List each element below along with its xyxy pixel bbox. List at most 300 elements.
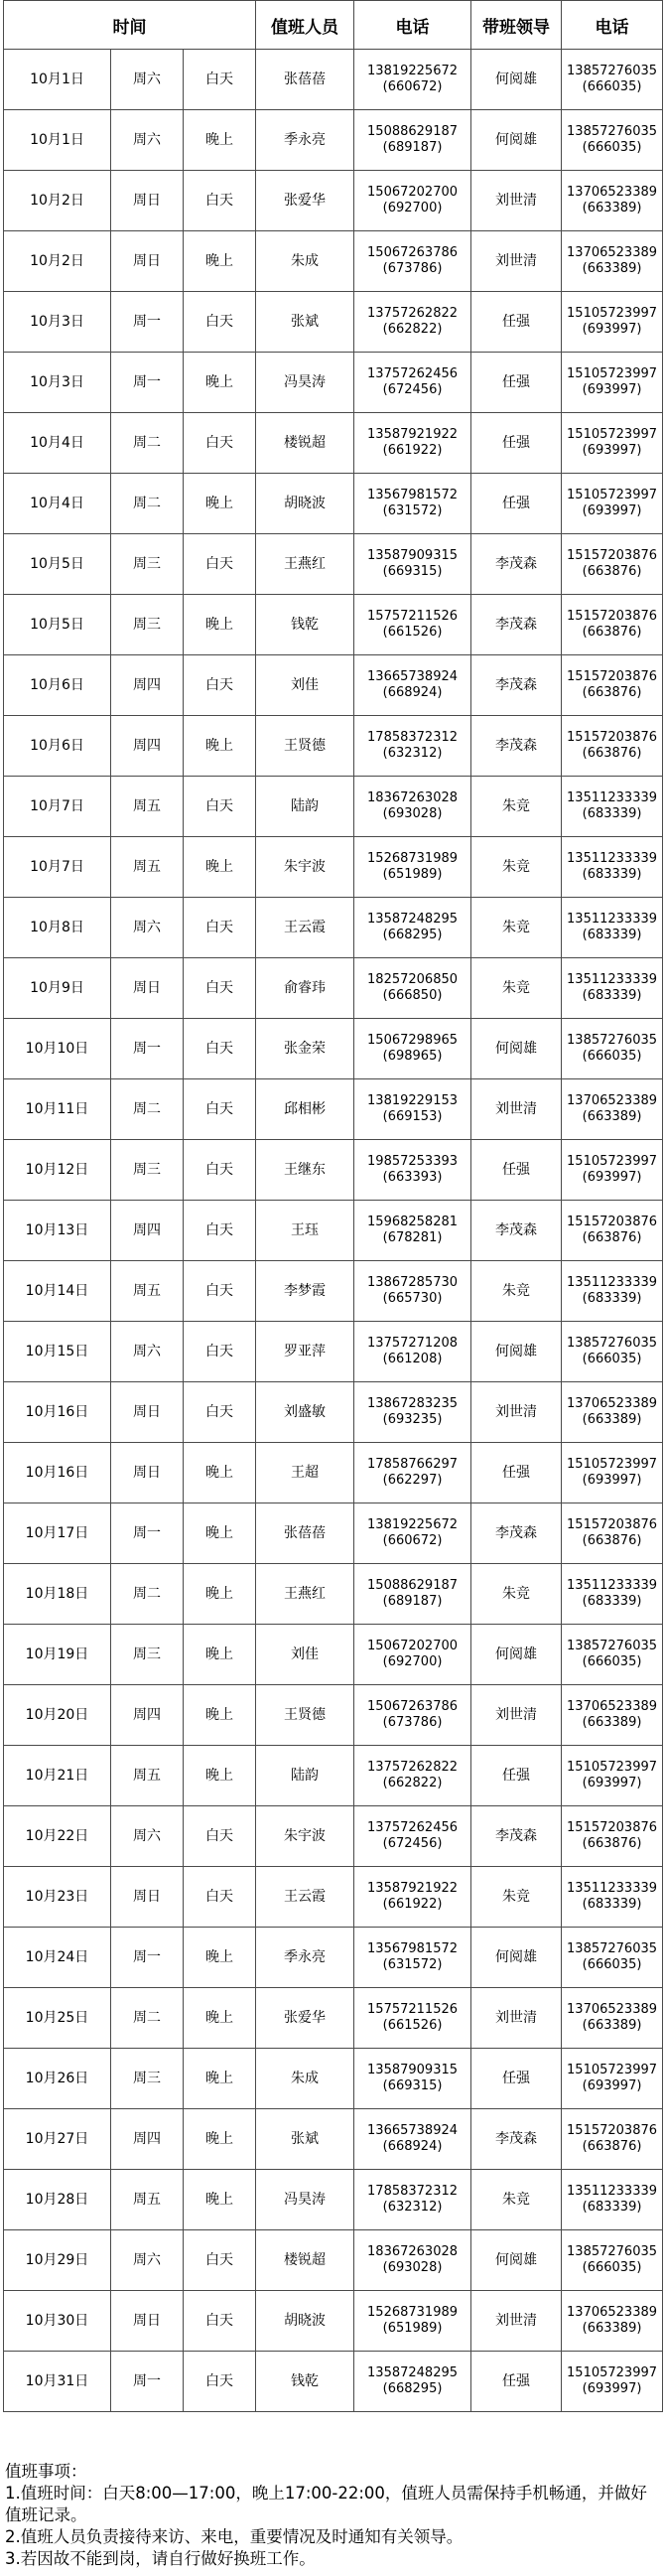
phone-short-number: (663393) — [382, 1170, 443, 1185]
header-time: 时间 — [4, 1, 256, 50]
leader-name-cell: 朱竞 — [471, 777, 562, 837]
staff-phone-cell — [354, 1928, 471, 1988]
staff-phone-cell — [354, 231, 471, 292]
staff-name-cell: 胡晓波 — [256, 474, 354, 534]
staff-name-cell: 楼锐超 — [256, 2230, 354, 2291]
table-row — [4, 958, 663, 1019]
shift-cell: 白天 — [184, 171, 256, 231]
phone-short-number: (662822) — [382, 322, 443, 337]
notes-title: 值班事项： — [5, 2462, 87, 2481]
shift-cell: 晚上 — [184, 837, 256, 898]
schedule-body — [4, 50, 663, 2412]
staff-name-cell: 胡晓波 — [256, 2291, 354, 2352]
leader-phone-cell — [562, 292, 663, 353]
table-row — [4, 1746, 663, 1806]
phone-short-number: (663389) — [582, 261, 642, 276]
leader-name-cell: 朱竞 — [471, 1564, 562, 1625]
shift-cell: 白天 — [184, 1261, 256, 1322]
staff-phone-cell — [354, 2230, 471, 2291]
header-staff-phone: 电话 — [354, 1, 471, 50]
phone-number: 18367263028 — [367, 2244, 459, 2259]
weekday-cell: 周二 — [111, 1079, 184, 1140]
table-row — [4, 534, 663, 595]
shift-cell: 白天 — [184, 534, 256, 595]
phone-short-number: (693028) — [382, 2260, 443, 2275]
staff-name-cell: 张爱华 — [256, 1988, 354, 2049]
table-row — [4, 1019, 663, 1079]
date-cell: 10月20日 — [4, 1685, 111, 1746]
leader-name-cell: 李茂森 — [471, 2109, 562, 2170]
phone-short-number: (666035) — [582, 2260, 642, 2275]
phone-short-number: (668295) — [382, 928, 443, 942]
phone-short-number: (693997) — [582, 382, 642, 397]
staff-phone-cell — [354, 2291, 471, 2352]
date-cell: 10月7日 — [4, 777, 111, 837]
leader-name-cell: 朱竞 — [471, 1867, 562, 1928]
staff-phone-cell — [354, 777, 471, 837]
shift-cell: 晚上 — [184, 231, 256, 292]
staff-phone-cell — [354, 171, 471, 231]
date-cell: 10月16日 — [4, 1382, 111, 1443]
weekday-cell: 周一 — [111, 2352, 184, 2412]
date-cell: 10月10日 — [4, 1019, 111, 1079]
phone-short-number: (661922) — [382, 443, 443, 458]
date-cell: 10月19日 — [4, 1625, 111, 1685]
phone-number: 13706523389 — [567, 245, 658, 260]
phone-short-number: (631572) — [382, 503, 443, 518]
phone-number: 13511233339 — [567, 1578, 658, 1593]
phone-short-number: (663876) — [582, 625, 642, 640]
phone-number: 13857276035 — [567, 1639, 658, 1653]
table-row — [4, 1079, 663, 1140]
phone-short-number: (663389) — [582, 1412, 642, 1427]
leader-name-cell: 刘世清 — [471, 1685, 562, 1746]
weekday-cell: 周六 — [111, 1322, 184, 1382]
leader-phone-cell — [562, 50, 663, 110]
phone-short-number: (698965) — [382, 1049, 443, 1064]
phone-number: 15157203876 — [567, 1820, 658, 1835]
phone-short-number: (672456) — [382, 1836, 443, 1851]
staff-name-cell: 张蓓蓓 — [256, 1503, 354, 1564]
header-staff: 值班人员 — [256, 1, 354, 50]
shift-cell: 晚上 — [184, 1503, 256, 1564]
weekday-cell: 周日 — [111, 1443, 184, 1503]
phone-number: 13706523389 — [567, 2002, 658, 2017]
shift-cell: 白天 — [184, 1382, 256, 1443]
weekday-cell: 周四 — [111, 716, 184, 777]
phone-number: 13587248295 — [367, 912, 459, 927]
phone-short-number: (661208) — [382, 1352, 443, 1366]
phone-short-number: (672456) — [382, 382, 443, 397]
duty-schedule-table — [3, 0, 663, 2412]
table-row — [4, 171, 663, 231]
staff-phone-cell — [354, 1746, 471, 1806]
staff-phone-cell — [354, 2170, 471, 2230]
shift-cell: 白天 — [184, 1201, 256, 1261]
leader-phone-cell — [562, 837, 663, 898]
staff-phone-cell — [354, 1079, 471, 1140]
date-cell: 10月1日 — [4, 110, 111, 171]
phone-number: 15105723997 — [567, 488, 658, 502]
leader-phone-cell — [562, 777, 663, 837]
date-cell: 10月25日 — [4, 1988, 111, 2049]
staff-phone-cell — [354, 1382, 471, 1443]
phone-short-number: (683339) — [582, 1291, 642, 1306]
phone-number: 15757211526 — [367, 2002, 459, 2017]
phone-number: 13757262822 — [367, 306, 459, 321]
leader-phone-cell — [562, 1019, 663, 1079]
staff-name-cell: 朱宇波 — [256, 1806, 354, 1867]
weekday-cell: 周三 — [111, 534, 184, 595]
leader-name-cell: 朱竞 — [471, 1261, 562, 1322]
staff-phone-cell — [354, 292, 471, 353]
date-cell: 10月7日 — [4, 837, 111, 898]
phone-number: 18367263028 — [367, 790, 459, 805]
table-row — [4, 2170, 663, 2230]
phone-number: 13857276035 — [567, 124, 658, 139]
leader-phone-cell — [562, 1140, 663, 1201]
phone-short-number: (693997) — [582, 443, 642, 458]
date-cell: 10月26日 — [4, 2049, 111, 2109]
staff-phone-cell — [354, 413, 471, 474]
phone-number: 13857276035 — [567, 1033, 658, 1048]
shift-cell: 白天 — [184, 1079, 256, 1140]
phone-number: 15157203876 — [567, 1215, 658, 1229]
leader-name-cell: 刘世清 — [471, 1079, 562, 1140]
phone-number: 15105723997 — [567, 366, 658, 381]
table-row — [4, 2049, 663, 2109]
leader-phone-cell — [562, 1564, 663, 1625]
shift-cell: 晚上 — [184, 1746, 256, 1806]
date-cell: 10月2日 — [4, 171, 111, 231]
staff-phone-cell — [354, 898, 471, 958]
table-row — [4, 1988, 663, 2049]
leader-name-cell: 李茂森 — [471, 1806, 562, 1867]
table-row — [4, 292, 663, 353]
shift-cell: 晚上 — [184, 595, 256, 655]
phone-number: 13757262456 — [367, 1820, 459, 1835]
table-row — [4, 1443, 663, 1503]
staff-phone-cell — [354, 50, 471, 110]
header-leader: 带班领导 — [471, 1, 562, 50]
staff-phone-cell — [354, 2109, 471, 2170]
table-row — [4, 1322, 663, 1382]
leader-name-cell: 朱竞 — [471, 837, 562, 898]
phone-number: 13706523389 — [567, 1396, 658, 1411]
phone-number: 15757211526 — [367, 609, 459, 624]
staff-phone-cell — [354, 1625, 471, 1685]
phone-number: 15157203876 — [567, 609, 658, 624]
shift-cell: 白天 — [184, 1322, 256, 1382]
staff-phone-cell — [354, 2352, 471, 2412]
phone-number: 13587921922 — [367, 427, 459, 442]
leader-name-cell: 何阅雄 — [471, 1625, 562, 1685]
shift-cell: 白天 — [184, 2291, 256, 2352]
weekday-cell: 周四 — [111, 1201, 184, 1261]
date-cell: 10月6日 — [4, 655, 111, 716]
phone-number: 15105723997 — [567, 2063, 658, 2077]
shift-cell: 白天 — [184, 413, 256, 474]
staff-name-cell: 张金荣 — [256, 1019, 354, 1079]
phone-short-number: (693997) — [582, 2381, 642, 2396]
table-row — [4, 1201, 663, 1261]
phone-short-number: (662297) — [382, 1473, 443, 1488]
phone-short-number: (692700) — [382, 201, 443, 215]
phone-number: 13867283235 — [367, 1396, 459, 1411]
table-row — [4, 413, 663, 474]
phone-number: 13819225672 — [367, 1517, 459, 1532]
phone-short-number: (666035) — [582, 1352, 642, 1366]
weekday-cell: 周日 — [111, 1382, 184, 1443]
phone-short-number: (660672) — [382, 79, 443, 94]
phone-number: 17858766297 — [367, 1457, 459, 1472]
staff-phone-cell — [354, 1867, 471, 1928]
leader-phone-cell — [562, 1867, 663, 1928]
shift-cell: 晚上 — [184, 2170, 256, 2230]
leader-phone-cell — [562, 1443, 663, 1503]
date-cell: 10月11日 — [4, 1079, 111, 1140]
phone-short-number: (693997) — [582, 503, 642, 518]
leader-name-cell: 任强 — [471, 1140, 562, 1201]
leader-name-cell: 任强 — [471, 413, 562, 474]
phone-short-number: (683339) — [582, 928, 642, 942]
phone-short-number: (663876) — [582, 564, 642, 579]
date-cell: 10月4日 — [4, 413, 111, 474]
leader-name-cell: 何阅雄 — [471, 2230, 562, 2291]
phone-short-number: (693997) — [582, 1776, 642, 1790]
phone-number: 13587921922 — [367, 1881, 459, 1896]
leader-name-cell: 何阅雄 — [471, 1928, 562, 1988]
staff-name-cell: 王超 — [256, 1443, 354, 1503]
table-row — [4, 1140, 663, 1201]
date-cell: 10月16日 — [4, 1443, 111, 1503]
phone-short-number: (661526) — [382, 625, 443, 640]
shift-cell: 白天 — [184, 1867, 256, 1928]
phone-number: 13819229153 — [367, 1093, 459, 1108]
leader-name-cell: 何阅雄 — [471, 1322, 562, 1382]
phone-number: 15105723997 — [567, 1760, 658, 1775]
phone-number: 13665738924 — [367, 669, 459, 684]
phone-number: 15105723997 — [567, 306, 658, 321]
shift-cell: 白天 — [184, 655, 256, 716]
leader-name-cell: 李茂森 — [471, 534, 562, 595]
phone-number: 18257206850 — [367, 972, 459, 987]
leader-name-cell: 李茂森 — [471, 716, 562, 777]
staff-name-cell: 王贤德 — [256, 1685, 354, 1746]
phone-short-number: (666035) — [582, 1049, 642, 1064]
phone-short-number: (663876) — [582, 746, 642, 761]
leader-name-cell: 任强 — [471, 292, 562, 353]
staff-name-cell: 钱乾 — [256, 2352, 354, 2412]
staff-name-cell: 张蓓蓓 — [256, 50, 354, 110]
table-row — [4, 353, 663, 413]
staff-phone-cell — [354, 1140, 471, 1201]
staff-name-cell: 楼锐超 — [256, 413, 354, 474]
staff-phone-cell — [354, 655, 471, 716]
staff-name-cell: 王继东 — [256, 1140, 354, 1201]
phone-number: 13757271208 — [367, 1336, 459, 1351]
staff-phone-cell — [354, 1443, 471, 1503]
weekday-cell: 周一 — [111, 1928, 184, 1988]
shift-cell: 晚上 — [184, 2109, 256, 2170]
leader-name-cell: 何阅雄 — [471, 1019, 562, 1079]
table-row — [4, 655, 663, 716]
leader-name-cell: 任强 — [471, 353, 562, 413]
shift-cell: 晚上 — [184, 110, 256, 171]
leader-phone-cell — [562, 110, 663, 171]
date-cell: 10月22日 — [4, 1806, 111, 1867]
weekday-cell: 周日 — [111, 1867, 184, 1928]
staff-phone-cell — [354, 1503, 471, 1564]
phone-number: 13587909315 — [367, 2063, 459, 2077]
phone-short-number: (661922) — [382, 1897, 443, 1912]
weekday-cell: 周五 — [111, 2170, 184, 2230]
date-cell: 10月13日 — [4, 1201, 111, 1261]
shift-cell: 白天 — [184, 292, 256, 353]
table-row — [4, 1503, 663, 1564]
date-cell: 10月29日 — [4, 2230, 111, 2291]
shift-cell: 晚上 — [184, 716, 256, 777]
phone-number: 13511233339 — [567, 972, 658, 987]
staff-name-cell: 俞睿玮 — [256, 958, 354, 1019]
leader-name-cell: 任强 — [471, 474, 562, 534]
phone-short-number: (683339) — [582, 1897, 642, 1912]
phone-short-number: (669153) — [382, 1109, 443, 1124]
phone-number: 15067202700 — [367, 1639, 459, 1653]
phone-number: 13757262822 — [367, 1760, 459, 1775]
shift-cell: 白天 — [184, 1806, 256, 1867]
staff-phone-cell — [354, 474, 471, 534]
date-cell: 10月28日 — [4, 2170, 111, 2230]
phone-short-number: (673786) — [382, 261, 443, 276]
phone-short-number: (663876) — [582, 1533, 642, 1548]
phone-short-number: (683339) — [582, 867, 642, 882]
leader-name-cell: 任强 — [471, 2352, 562, 2412]
shift-cell: 白天 — [184, 777, 256, 837]
phone-short-number: (669315) — [382, 564, 443, 579]
leader-phone-cell — [562, 1201, 663, 1261]
table-row — [4, 1625, 663, 1685]
phone-short-number: (663876) — [582, 1836, 642, 1851]
phone-short-number: (660672) — [382, 1533, 443, 1548]
leader-name-cell: 刘世清 — [471, 2291, 562, 2352]
phone-number: 13511233339 — [567, 912, 658, 927]
leader-phone-cell — [562, 1382, 663, 1443]
phone-number: 15088629187 — [367, 1578, 459, 1593]
phone-short-number: (631572) — [382, 1957, 443, 1972]
phone-short-number: (692700) — [382, 1654, 443, 1669]
leader-phone-cell — [562, 1503, 663, 1564]
leader-name-cell: 刘世清 — [471, 171, 562, 231]
table-row — [4, 110, 663, 171]
date-cell: 10月24日 — [4, 1928, 111, 1988]
staff-name-cell: 朱成 — [256, 2049, 354, 2109]
phone-number: 17858372312 — [367, 730, 459, 745]
leader-name-cell: 朱竞 — [471, 898, 562, 958]
leader-phone-cell — [562, 898, 663, 958]
phone-number: 13857276035 — [567, 1336, 658, 1351]
staff-name-cell: 王云霞 — [256, 898, 354, 958]
leader-phone-cell — [562, 655, 663, 716]
date-cell: 10月17日 — [4, 1503, 111, 1564]
phone-short-number: (665730) — [382, 1291, 443, 1306]
leader-name-cell: 朱竞 — [471, 958, 562, 1019]
date-cell: 10月5日 — [4, 534, 111, 595]
phone-short-number: (663876) — [582, 2139, 642, 2154]
phone-number: 13706523389 — [567, 1699, 658, 1714]
staff-name-cell: 朱成 — [256, 231, 354, 292]
weekday-cell: 周日 — [111, 2291, 184, 2352]
shift-cell: 白天 — [184, 2230, 256, 2291]
weekday-cell: 周四 — [111, 655, 184, 716]
leader-name-cell: 朱竞 — [471, 2170, 562, 2230]
staff-phone-cell — [354, 110, 471, 171]
weekday-cell: 周六 — [111, 110, 184, 171]
staff-name-cell: 刘佳 — [256, 655, 354, 716]
staff-phone-cell — [354, 1685, 471, 1746]
table-row — [4, 1564, 663, 1625]
phone-number: 13567981572 — [367, 1941, 459, 1956]
leader-name-cell: 何阅雄 — [471, 110, 562, 171]
phone-number: 19857253393 — [367, 1154, 459, 1169]
shift-cell: 晚上 — [184, 1564, 256, 1625]
notes-item: 3.若因故不能到岗，请自行做好换班工作。 — [5, 2549, 316, 2568]
leader-phone-cell — [562, 1806, 663, 1867]
phone-short-number: (666035) — [582, 1654, 642, 1669]
phone-number: 13706523389 — [567, 185, 658, 200]
phone-short-number: (693997) — [582, 322, 642, 337]
staff-name-cell: 李梦霞 — [256, 1261, 354, 1322]
table-row — [4, 2352, 663, 2412]
staff-phone-cell — [354, 1201, 471, 1261]
phone-number: 15968258281 — [367, 1215, 459, 1229]
weekday-cell: 周六 — [111, 2230, 184, 2291]
phone-short-number: (666035) — [582, 79, 642, 94]
date-cell: 10月12日 — [4, 1140, 111, 1201]
phone-number: 13706523389 — [567, 2305, 658, 2320]
staff-name-cell: 张爱华 — [256, 171, 354, 231]
phone-short-number: (668924) — [382, 685, 443, 700]
phone-short-number: (663389) — [582, 1715, 642, 1730]
weekday-cell: 周五 — [111, 1746, 184, 1806]
phone-number: 13511233339 — [567, 1275, 658, 1290]
table-row — [4, 2291, 663, 2352]
date-cell: 10月4日 — [4, 474, 111, 534]
leader-phone-cell — [562, 534, 663, 595]
leader-phone-cell — [562, 1261, 663, 1322]
leader-phone-cell — [562, 2049, 663, 2109]
leader-phone-cell — [562, 2109, 663, 2170]
phone-short-number: (661526) — [382, 2018, 443, 2033]
leader-phone-cell — [562, 1322, 663, 1382]
weekday-cell: 周四 — [111, 1685, 184, 1746]
phone-number: 15268731989 — [367, 2305, 459, 2320]
phone-short-number: (689187) — [382, 1594, 443, 1609]
phone-short-number: (693997) — [582, 1170, 642, 1185]
staff-name-cell: 刘佳 — [256, 1625, 354, 1685]
leader-name-cell: 李茂森 — [471, 1201, 562, 1261]
phone-number: 13867285730 — [367, 1275, 459, 1290]
phone-number: 13819225672 — [367, 64, 459, 78]
table-row — [4, 716, 663, 777]
leader-name-cell: 刘世清 — [471, 231, 562, 292]
phone-number: 13587248295 — [367, 2365, 459, 2380]
phone-short-number: (651989) — [382, 2321, 443, 2336]
shift-cell: 白天 — [184, 898, 256, 958]
staff-name-cell: 冯昊涛 — [256, 353, 354, 413]
header-row — [4, 1, 663, 50]
phone-number: 13857276035 — [567, 64, 658, 78]
